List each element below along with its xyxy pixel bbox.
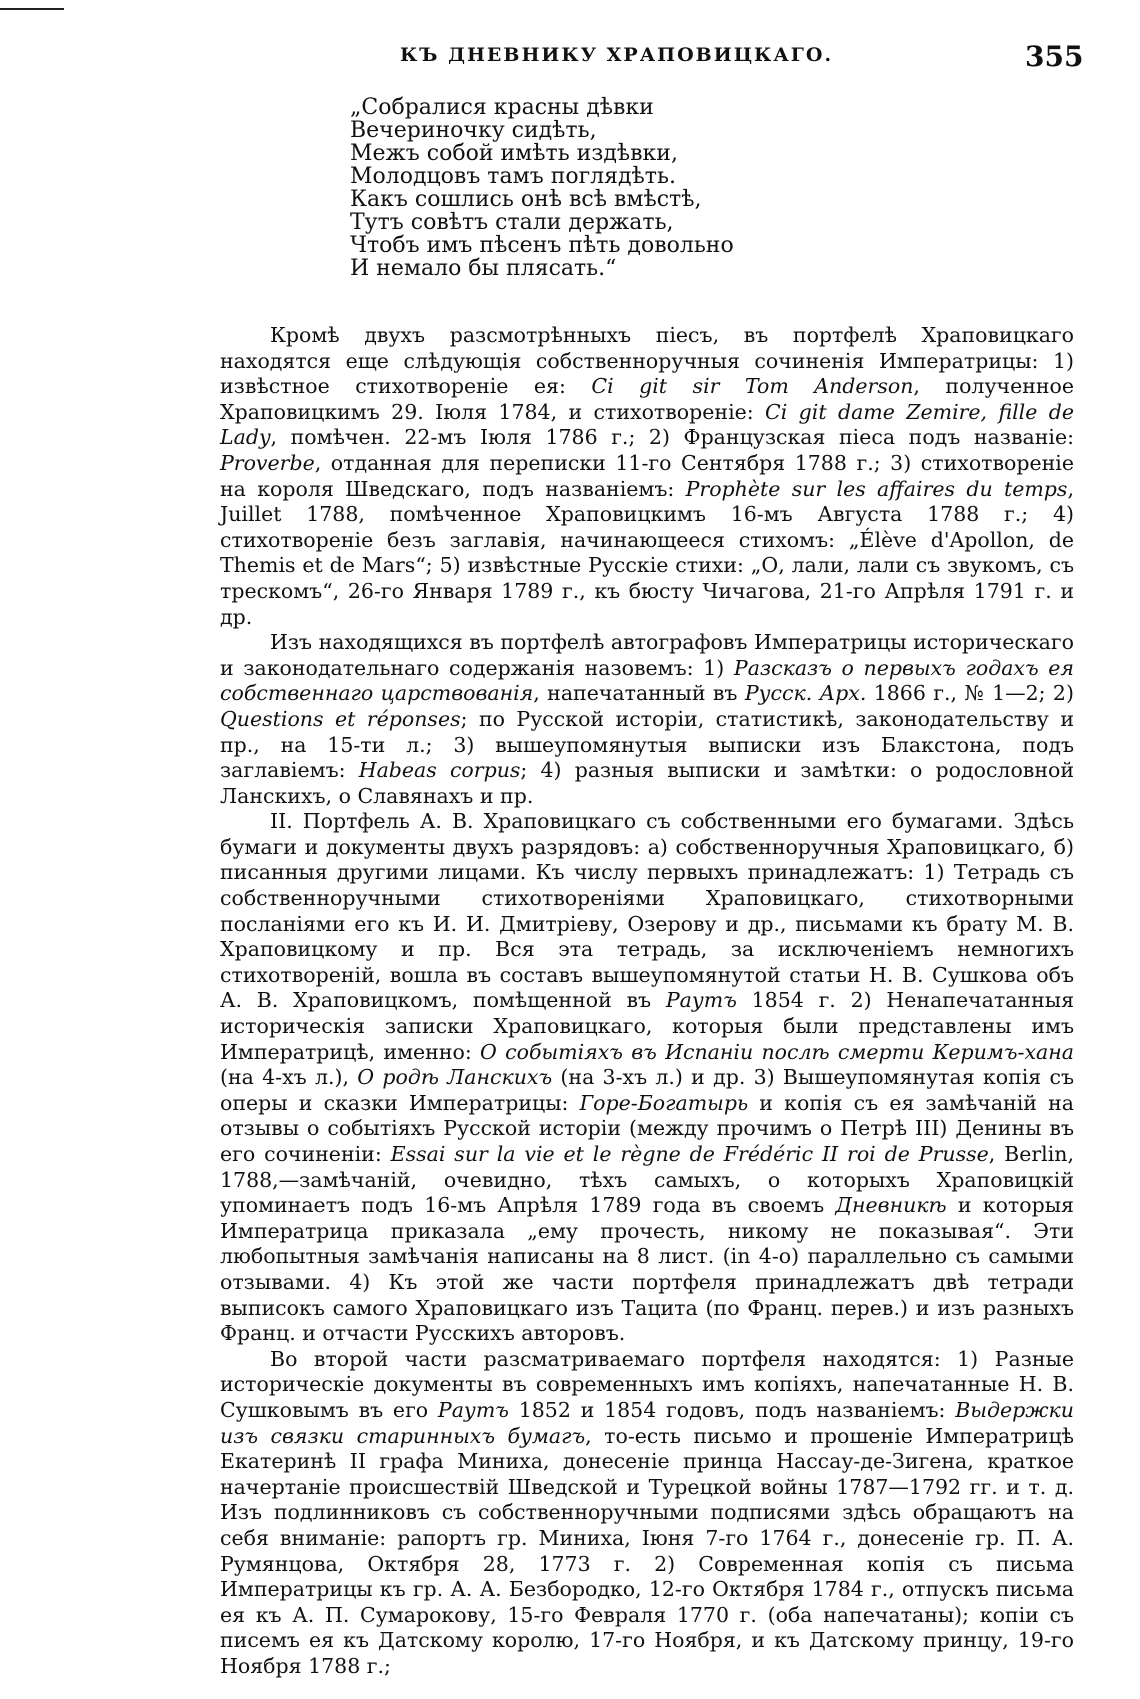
top-rule bbox=[0, 8, 64, 10]
paragraph: Во второй части разсматриваемаго портфеля находятся: 1) Разные историческіе документы въ современныхъ имъ копіяхъ, напечатанные Н. В. Сушковымъ въ его Раутъ 1852 и 1854 годовъ, подъ названіемъ: Выдержки изъ связки старинныхъ бумагъ, то-есть письмо и прошеніе Императрицѣ Екатеринѣ II графа Миниха, донесеніе принца Нассау-де-Зигена, краткое начертаніе происшествій Шведской и Турецкой войны 1787—1792 гг. и т. д. Изъ подлинниковъ съ собственноручными подписями здѣсь обращаютъ на себя вниманіе: рапортъ гр. Миниха, Іюня 7-го 1764 г., донесеніе гр. П. А. Румянцова, Октября 28, 1773 г. 2) Современная копія съ письма Императрицы къ гр. А. А. Безбородко, 12-го Октября 1784 г., отпускъ письма ея къ А. П. Сумарокову, 15-го Февраля 1770 г. (оба напечатаны); копіи съ писемъ ея къ Датскому королю, 17-го Ноября, и къ Датскому принцу, 19-го Ноября 1788 г.; bbox=[220, 1346, 1074, 1678]
poem-line: Какъ сошлись онѣ всѣ вмѣстѣ, bbox=[350, 187, 702, 212]
poem-line: Вечериночку сидѣть, bbox=[350, 118, 597, 143]
poem bbox=[350, 96, 810, 280]
paragraph: Кромѣ двухъ разсмотрѣнныхъ піесъ, въ портфелѣ Храповицкаго находятся еще слѣдующія собственноручныя сочиненія Императрицы: 1) извѣстное стихотвореніе ея: Ci git sir Tom Anderson, полученное Храповицкимъ 29. Іюля 1784, и стихотвореніе: Ci git dame Zemire, fille de Lady, помѣчен. 22-мъ Іюля 1786 г.; 2) Французская піеса подъ названіе: Proverbe, отданная для переписки 11-го Сентября 1788 г.; 3) стихотвореніе на короля Шведскаго, подъ названіемъ: Prophète sur les affaires du temps, Juillet 1788, помѣченное Храповицкимъ 16-мъ Августа 1788 г.; 4) стихотвореніе безъ заглавія, начинающееся стихомъ: „Élève d'Apollon, de Themis et de Mars“; 5) извѣстные Русскіе стихи: „О, лали, лали съ звукомъ, съ трескомъ“, 26-го Января 1789 г., къ бюсту Чичагова, 21-го Апрѣля 1791 г. и др. bbox=[220, 323, 1074, 629]
page-number: 355 bbox=[1025, 40, 1084, 73]
page-header bbox=[0, 40, 1140, 80]
poem-line: И немало бы плясать.“ bbox=[350, 256, 617, 281]
paragraph: II. Портфель А. В. Храповицкаго съ собственными его бумагами. Здѣсь бумаги и документы двухъ разрядовъ: а) собственноручныя Храповицкаго, б) писанныя другими лицами. Къ числу первыхъ принадлежатъ: 1) Тетрадь съ собственноручными стихотвореніями Храповицкаго, стихотворными посланіями его къ И. И. Дмитріеву, Озерову и др., письмами къ брату М. В. Храповицкому и пр. Вся эта тетрадь, за исключеніемъ немногихъ стихотвореній, вошла въ составъ вышеупомянутой статьи Н. В. Сушкова объ А. В. Храповицкомъ, помѣщенной въ Раутъ 1854 г. 2) Ненапечатанныя историческія записки Храповицкаго, которыя были представлены имъ Императрицѣ, именно: О событіяхъ въ Испаніи послѣ смерти Керимъ-хана (на 4-хъ л.), О родѣ Ланскихъ (на 3-хъ л.) и др. 3) Вышеупомянутая копія съ оперы и сказки Императрицы: Горе-Богатырь и копія съ ея замѣчаній на отзывы о событіяхъ Русской исторіи (между прочимъ о Петрѣ III) Денины въ его сочиненіи: Essai sur la vie et le règne de Frédéric II roi de Prusse, Berlin, 1788,—замѣчаній, очевидно, тѣхъ самыхъ, о которыхъ Храповицкій упоминаетъ подъ 16-мъ Апрѣля 1789 года въ своемъ Дневникѣ и которыя Императрица приказала „ему прочесть, никому не показывая“. Эти любопытныя замѣчанія написаны на 8 лист. (in 4-о) параллельно съ самыми отзывами. 4) Къ этой же части портфеля принадлежатъ двѣ тетради выписокъ самого Храповицкаго изъ Тацита (по Франц. перев.) и изъ разныхъ Франц. и отчасти Русскихъ авторовъ. bbox=[220, 809, 1074, 1346]
poem-line: Тутъ совѣтъ стали держать, bbox=[350, 210, 674, 235]
poem-line: „Собралися красны дѣвки bbox=[350, 95, 654, 120]
body-text bbox=[220, 323, 1074, 1679]
running-title: КЪ ДНЕВНИКУ ХРАПОВИЦКАГО. bbox=[400, 44, 834, 66]
paragraph: Изъ находящихся въ портфелѣ автографовъ Императрицы историческаго и законодательнаго содержанія назовемъ: 1) Разсказъ о первыхъ годахъ ея собственнаго царствованія, напечатанный въ Русск. Арх. 1866 г., № 1—2; 2) Questions et réponses; по Русской исторіи, статистикѣ, законодательству и пр., на 15-ти л.; 3) вышеупомянутыя выписки изъ Блакстона, подъ заглавіемъ: Habeas corpus; 4) разныя выписки и замѣтки: о родословной Ланскихъ, о Славянахъ и пр. bbox=[220, 630, 1074, 808]
poem-line: Молодцовъ тамъ поглядѣть. bbox=[350, 164, 676, 189]
poem-line: Межъ собой имѣть издѣвки, bbox=[350, 141, 678, 166]
poem-line: Чтобъ имъ пѣсенъ пѣть довольно bbox=[350, 233, 734, 258]
